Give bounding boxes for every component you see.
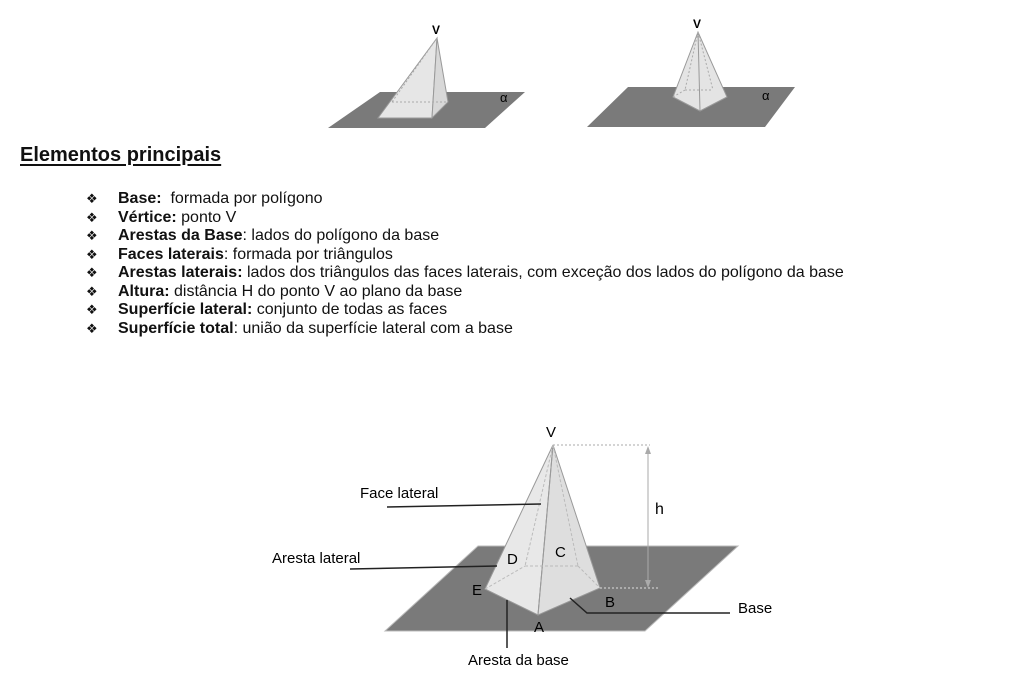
figure-square-pyramid (320, 0, 540, 140)
plane-label: α (500, 90, 508, 105)
bullet-icon: ❖ (86, 209, 98, 225)
callout-aresta-lateral: Aresta lateral (272, 550, 361, 567)
item-desc: : lados do polígono da base (242, 227, 440, 244)
item-desc: lados dos triângulos das faces laterais, com exceção dos lados do polígono da base (242, 264, 844, 281)
list-item (86, 320, 844, 339)
item-term: Vértice: (118, 208, 177, 226)
item-desc: conjunto de todas as faces (252, 301, 448, 318)
bullet-icon: ❖ (86, 265, 98, 280)
item-term: Superfície total (118, 319, 234, 337)
item-desc: formada por polígono (161, 190, 323, 207)
bullet-icon: ❖ (86, 228, 98, 243)
bullet-icon: ❖ (86, 283, 98, 299)
figure-pentagonal-pyramid (585, 0, 805, 140)
item-term: Faces laterais (118, 245, 224, 263)
list-item (86, 264, 844, 283)
vertex-label: V (546, 424, 557, 441)
height-label: h (655, 501, 664, 518)
item-term: Arestas da Base (118, 227, 243, 244)
list-item (86, 301, 844, 320)
list-item (86, 227, 844, 246)
bullet-icon: ❖ (86, 302, 98, 317)
vertex-label: V (693, 17, 702, 31)
callout-aresta-base: Aresta da base (468, 652, 569, 669)
vertex-d-label: D (507, 551, 518, 568)
figure-labeled-pyramid (260, 420, 800, 675)
callout-face-lateral: Face lateral (360, 485, 439, 502)
callout-base: Base (738, 600, 773, 617)
list-item (86, 190, 844, 209)
elements-list (86, 190, 844, 338)
vertex-b-label: B (605, 594, 616, 611)
item-desc: ponto V (176, 208, 237, 226)
item-term: Altura: (118, 282, 170, 300)
list-item (86, 246, 844, 265)
bullet-icon: ❖ (86, 320, 98, 336)
plane-label: α (762, 88, 770, 103)
item-term: Base: (118, 190, 162, 207)
list-item (86, 283, 844, 302)
item-desc: : formada por triângulos (223, 245, 393, 263)
section-title: Elementos principais (20, 144, 222, 166)
vertex-e-label: E (472, 582, 483, 599)
bullet-icon: ❖ (86, 191, 98, 206)
vertex-c-label: C (555, 544, 566, 561)
item-desc: : união da superfície lateral com a base (233, 319, 513, 337)
pyramid-face-left (378, 38, 437, 118)
vertex-a-label: A (534, 619, 545, 636)
list-item (86, 209, 844, 228)
item-term: Superfície lateral: (118, 301, 253, 318)
item-term: Arestas laterais: (118, 264, 243, 281)
vertex-label: V (432, 23, 441, 37)
item-desc: distância H do ponto V ao plano da base (169, 282, 463, 300)
bullet-icon: ❖ (86, 246, 98, 262)
